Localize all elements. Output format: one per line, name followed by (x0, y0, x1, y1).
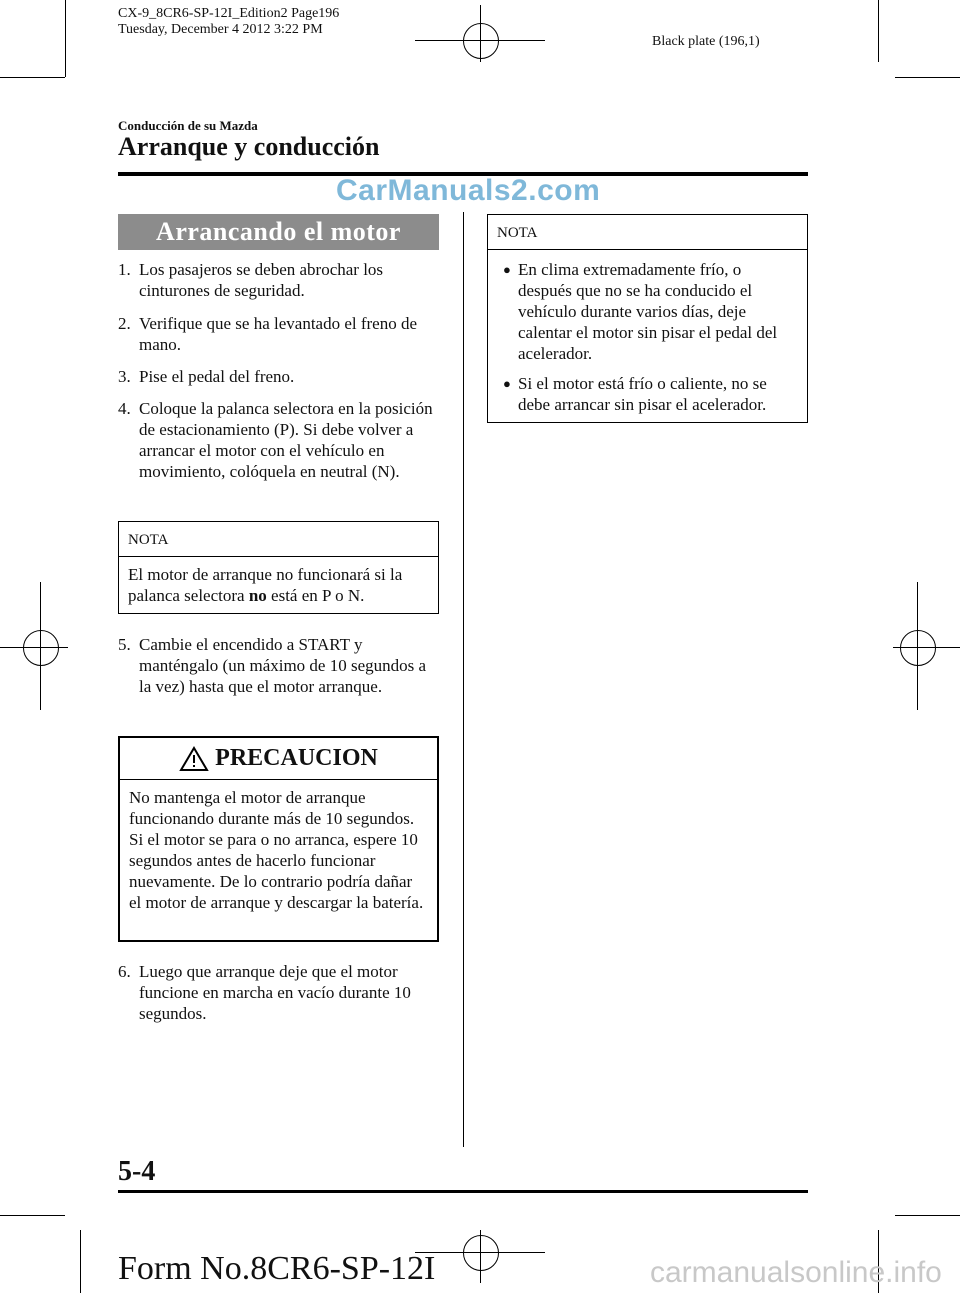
note-box-2 (487, 214, 808, 423)
print-date: Tuesday, December 4 2012 3:22 PM (118, 22, 323, 37)
bullet-icon: ● (503, 262, 511, 277)
print-info (118, 6, 339, 38)
chapter-title: Arranque y conducción (118, 132, 380, 161)
form-number: Form No.8CR6-SP-12I (118, 1250, 436, 1287)
note-title: NOTA (488, 215, 807, 250)
column-divider (463, 212, 464, 1147)
step-item-3 (118, 366, 440, 387)
step-text: Cambie el encendido a START y manténgalo (un máximo de 10 segundos a la vez) hasta que el motor arranque. (139, 635, 427, 696)
section-banner: Arrancando el motor (118, 214, 439, 250)
note-bullet-1 (497, 259, 798, 364)
note-title: NOTA (119, 522, 438, 557)
step-text: Coloque la palanca selectora en la posición de estacionamiento (P). Si debe volver a arrancar el motor con el vehículo en movimiento, colóquela en neutral (N). (139, 399, 433, 481)
note-text: El motor de arranque no funcionará si la palanca selectora no está en P o N. (128, 565, 403, 605)
plate-label: Black plate (196,1) (652, 34, 760, 49)
step-item-1 (118, 259, 440, 301)
footer-rule (118, 1190, 808, 1193)
step-text: Pise el pedal del freno. (139, 367, 295, 386)
bullet-text: En clima extremadamente frío, o después que no se ha conducido el vehículo durante varios días, deje calentar el motor sin pisar el pedal del acelerador. (518, 260, 778, 363)
step-number: 2. (118, 314, 131, 333)
step-item-4 (118, 398, 440, 482)
doc-id: CX-9_8CR6-SP-12I_Edition2 Page196 (118, 6, 340, 21)
step-number: 6. (118, 962, 131, 981)
step-number: 1. (118, 260, 131, 279)
step-item-5 (118, 634, 440, 697)
caution-box (118, 736, 439, 942)
step-text: Verifique que se ha levantado el freno de mano. (139, 314, 418, 354)
caution-header (120, 738, 437, 780)
note-box (118, 521, 439, 614)
step-number: 3. (118, 367, 131, 386)
step-text: Luego que arranque deje que el motor funcione en marcha en vacío durante 10 segundos. (139, 962, 411, 1023)
watermark: CarManuals2.com (336, 174, 601, 207)
bullet-text: Si el motor está frío o caliente, no se debe arrancar sin pisar el acelerador. (518, 374, 767, 414)
page-number: 5-4 (118, 1156, 156, 1187)
step-item-6 (118, 961, 440, 1024)
caution-title: PRECAUCION (215, 745, 378, 771)
step-number: 5. (118, 635, 131, 654)
step-item-2 (118, 313, 440, 355)
bullet-icon: ● (503, 376, 511, 391)
warning-triangle-icon (179, 746, 209, 772)
step-text: Los pasajeros se deben abrochar los cinturones de seguridad. (139, 260, 384, 300)
site-watermark: carmanualsonline.info (650, 1256, 942, 1289)
note-bullet-2 (497, 373, 798, 415)
note-emphasis: no (248, 586, 267, 605)
caution-text: No mantenga el motor de arranque funcionando durante más de 10 segundos. Si el motor se para o no arranca, espere 10 segundos antes de hacerlo funcionar nuevamente. De lo contrario podría dañar el motor de arranque y descargar la batería. (129, 788, 424, 912)
section-label: Conducción de su Mazda (118, 118, 258, 133)
step-number: 4. (118, 399, 131, 418)
